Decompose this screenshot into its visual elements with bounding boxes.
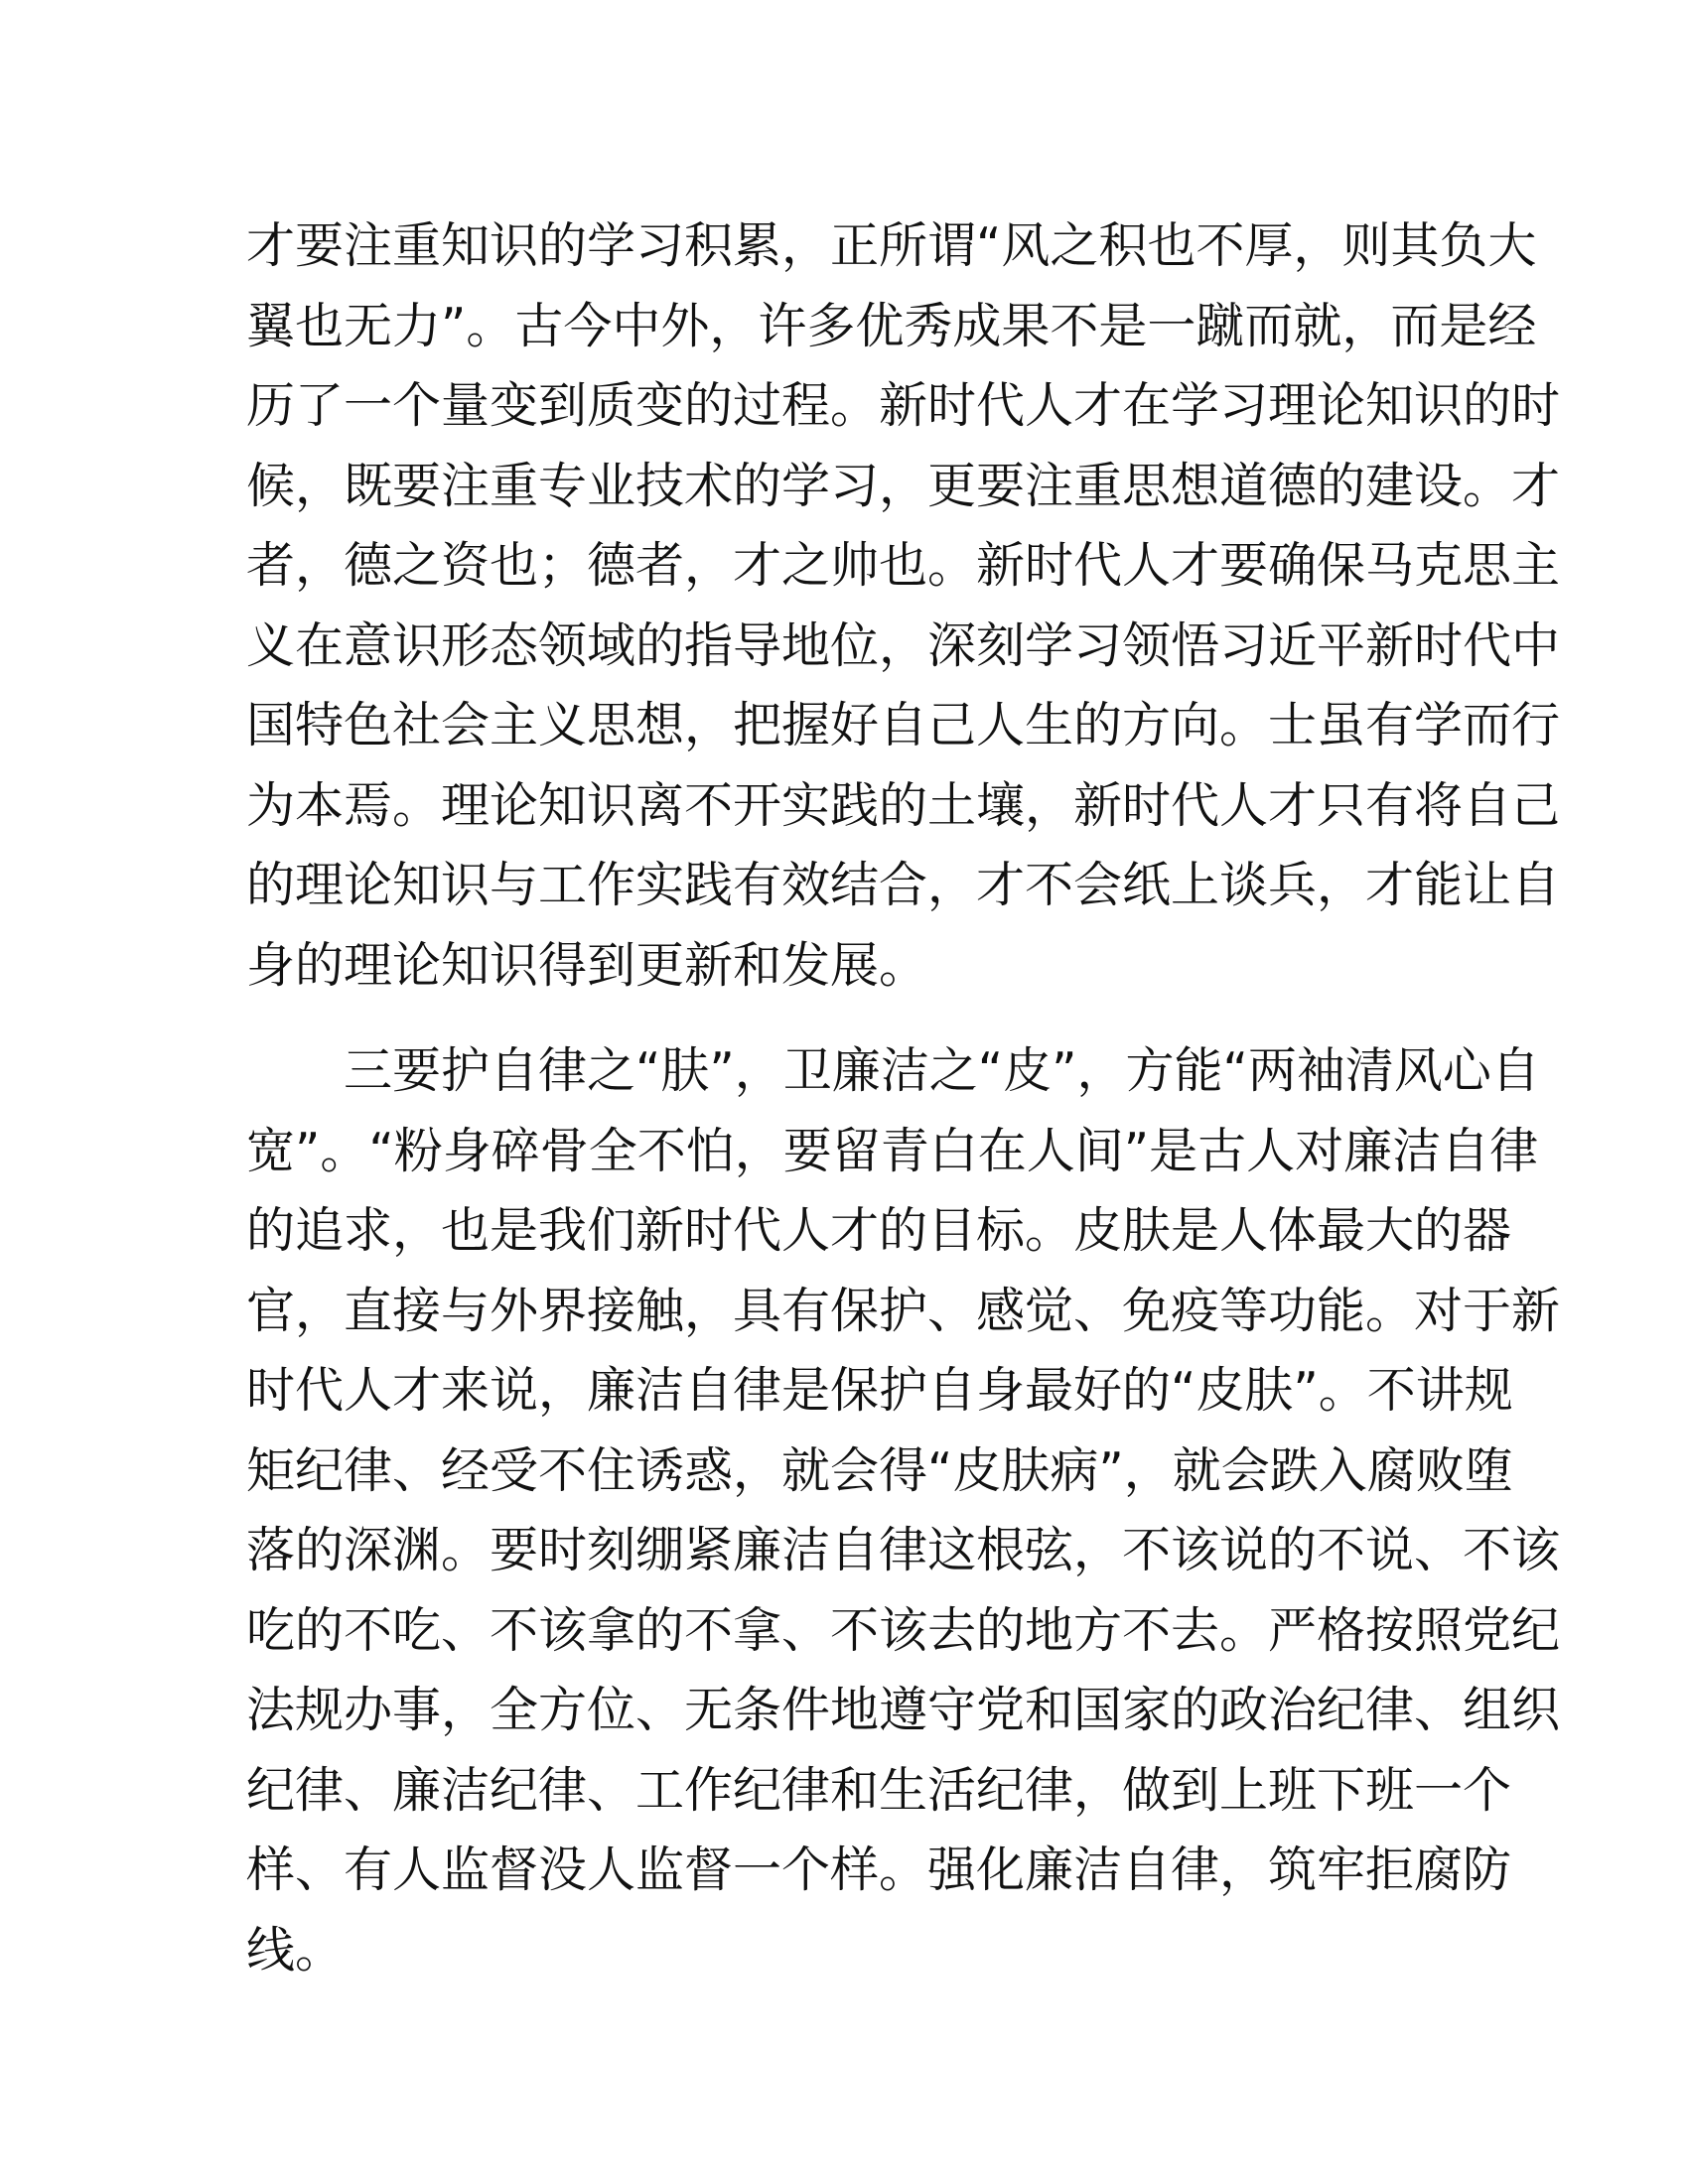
text-line: 者，德之资也；德者，才之帅也。新时代人才要确保马克思主 — [246, 537, 1561, 594]
text-line: 样、有人监督没人监督一个样。强化廉洁自律，筑牢拒腐防 — [246, 1842, 1512, 1898]
text-line: 纪律、廉洁纪律、工作纪律和生活纪律，做到上班下班一个 — [246, 1761, 1512, 1819]
text-line: 官，直接与外界接触，具有保护、感觉、免疫等功能。对于新 — [246, 1282, 1561, 1339]
text-line: 国特色社会主义思想，把握好自己人生的方向。士虽有学而行 — [246, 697, 1561, 753]
text-line: 吃的不吃、不该拿的不拿、不该去的地方不去。严格按照党纪 — [246, 1601, 1561, 1659]
text-line: 矩纪律、经受不住诱惑，就会得“皮肤病”，就会跌入腐败堕 — [246, 1441, 1513, 1499]
text-line: 翼也无力”。古今中外，许多优秀成果不是一蹴而就，而是经 — [246, 297, 1537, 354]
text-line: 三要护自律之“肤”，卫廉洁之“皮”，方能“两袖清风心自 — [344, 1042, 1540, 1099]
text-line: 的理论知识与工作实践有效结合，才不会纸上谈兵，才能让自 — [246, 857, 1561, 913]
text-line: 线。 — [246, 1921, 345, 1979]
text-line: 法规办事，全方位、无条件地遵守党和国家的政治纪律、组织 — [246, 1682, 1561, 1738]
paragraph-spacer — [246, 1006, 1448, 1031]
paragraph-2 — [246, 1031, 1561, 1990]
paragraph-1 — [246, 206, 1561, 1006]
body-text — [246, 206, 1561, 1990]
text-line: 候，既要注重专业技术的学习，更要注重思想道德的建设。才 — [246, 457, 1561, 514]
text-line: 才要注重知识的学习积累，正所谓“风之积也不厚，则其负大 — [246, 217, 1537, 274]
text-line: 身的理论知识得到更新和发展。 — [246, 936, 928, 994]
text-line: 义在意识形态领域的指导地位，深刻学习领悟习近平新时代中 — [246, 616, 1561, 674]
text-line: 宽”。“粉身碎骨全不怕，要留青白在人间”是古人对廉洁自律 — [246, 1122, 1539, 1179]
text-line: 为本焉。理论知识离不开实践的土壤，新时代人才只有将自己 — [246, 776, 1561, 834]
text-line: 历了一个量变到质变的过程。新时代人才在学习理论知识的时 — [246, 377, 1561, 434]
text-line: 的追求，也是我们新时代人才的目标。皮肤是人体最大的器 — [246, 1202, 1512, 1259]
text-line: 落的深渊。要时刻绷紧廉洁自律这根弦，不该说的不说、不该 — [246, 1522, 1561, 1578]
text-line: 时代人才来说，廉洁自律是保护自身最好的“皮肤”。不讲规 — [246, 1362, 1513, 1419]
